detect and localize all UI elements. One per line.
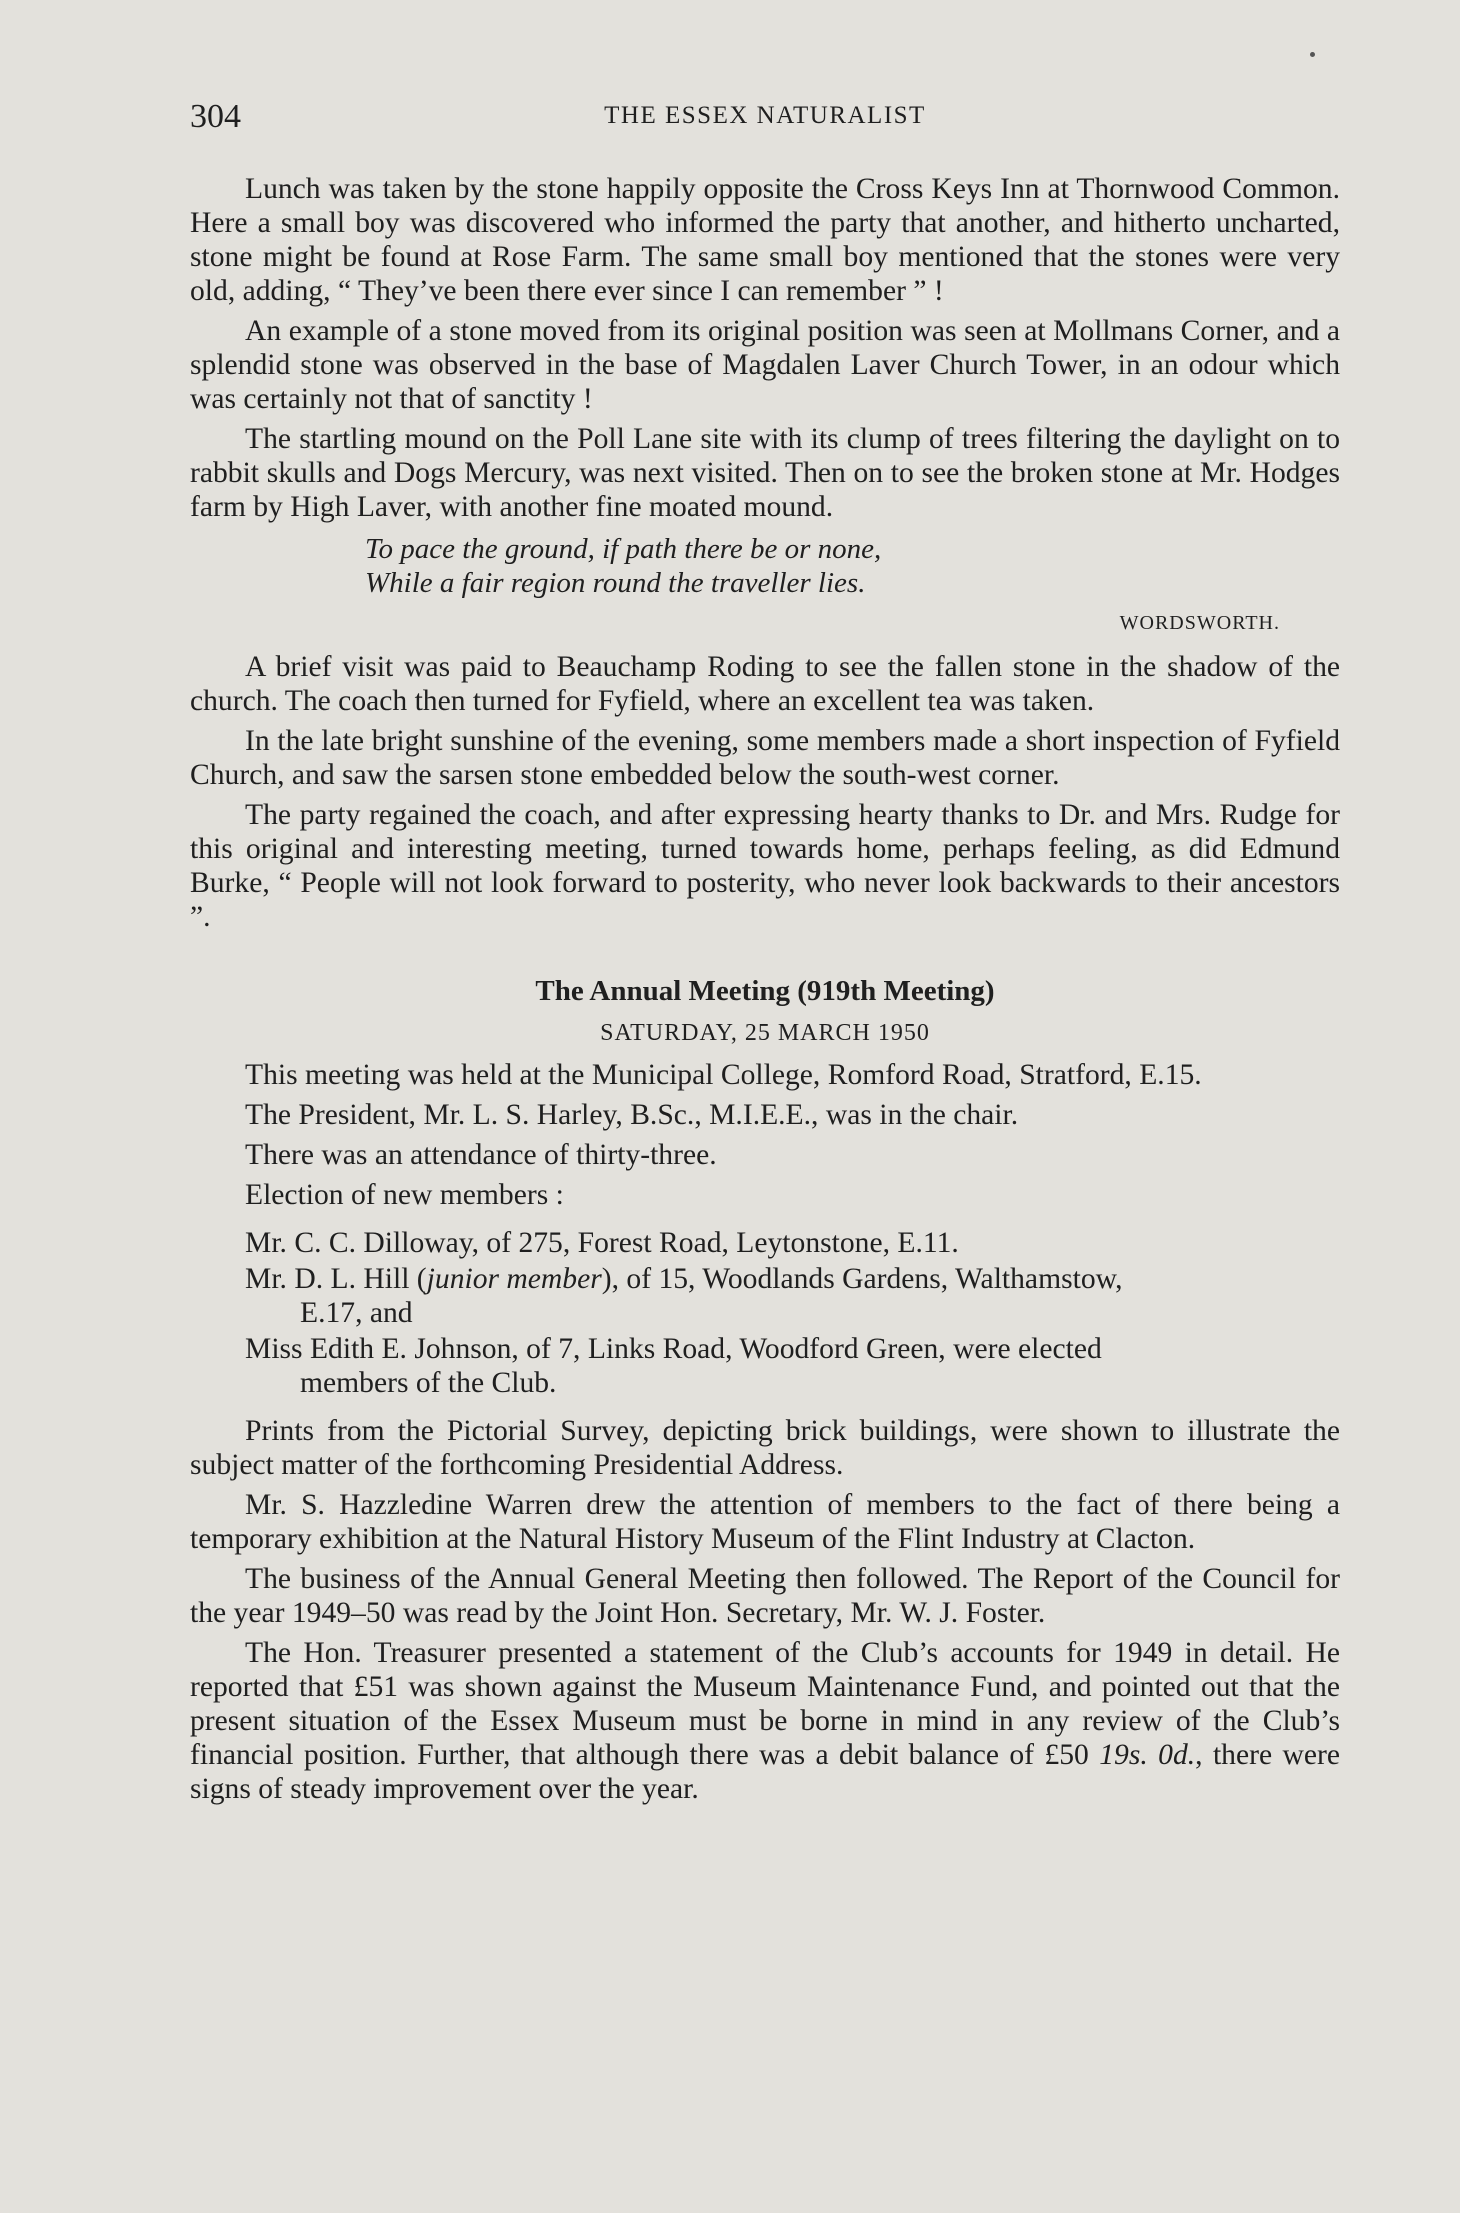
paragraph: The President, Mr. L. S. Harley, B.Sc., M.I.E.E., was in the chair. (245, 1099, 1019, 1131)
paragraph: The business of the Annual General Meeting then followed. The Report of the Council for the year 1949–50 was read by the Joint Hon. Secretary, Mr. W. J. Foster. (190, 1563, 1340, 1629)
section-date: SATURDAY, 25 MARCH 1950 (600, 1020, 930, 1046)
paragraph: There was an attendance of thirty-three. (245, 1139, 717, 1171)
paragraph: The startling mound on the Poll Lane site with its clump of trees filtering the daylight on to rabbit skulls and Dogs Mercury, was next visited. Then on to see the broken stone at Mr. Hodges farm by High Laver, with another fine moated mound. (190, 423, 1340, 523)
member-entry: ), of 15, Woodlands Gardens, Walthamstow, (601, 1263, 1123, 1295)
new-members-list (245, 1226, 1340, 1400)
paragraph: Lunch was taken by the stone happily opposite the Cross Keys Inn at Thornwood Common. Here a small boy was discovered who informed the party that another, and hitherto uncharted, stone might be found at Rose Farm. The same small boy mentioned that the stones were very old, adding, “ They’ve been there ever since I can remember ” ! (190, 173, 1340, 307)
member-note: junior member (426, 1263, 602, 1295)
paragraph: A brief visit was paid to Beauchamp Roding to see the fallen stone in the shadow of the church. The coach then turned for Fyfield, where an excellent tea was taken. (190, 651, 1340, 717)
paragraph: Mr. S. Hazzledine Warren drew the attention of members to the fact of there being a temporary exhibition at the Natural History Museum of the Flint Industry at Clacton. (190, 1489, 1340, 1555)
member-entry: Mr. C. C. Dilloway, of 275, Forest Road, Leytonstone, E.11. (245, 1227, 959, 1259)
paragraph: An example of a stone moved from its original position was seen at Mollmans Corner, and a splendid stone was observed in the base of Magdalen Laver Church Tower, in an odour which was certainly not that of sanctity ! (190, 315, 1340, 415)
page-header (190, 98, 1340, 138)
body-text (190, 172, 1340, 1812)
paragraph: This meeting was held at the Municipal College, Romford Road, Stratford, E.15. (245, 1059, 1202, 1091)
verse-attribution: WORDSWORTH. (1119, 612, 1280, 634)
paragraph-text: , there were signs of steady improvement over the year. (190, 1739, 1340, 1805)
ink-speck (1310, 52, 1315, 57)
paragraph-text (1148, 1739, 1158, 1771)
verse-line: While a fair region round the traveller lies. (365, 567, 866, 599)
list-item (245, 1226, 1340, 1260)
verse-line: To pace the ground, if path there be or none, (365, 533, 882, 565)
list-item (245, 1262, 1340, 1330)
member-entry-continuation: members of the Club. (300, 1367, 557, 1399)
verse-quotation (365, 532, 1340, 600)
paragraph: The party regained the coach, and after expressing hearty thanks to Dr. and Mrs. Rudge for this original and interesting meeting, turned towards home, perhaps feeling, as did Edmund Burke, “ People will not look forward to posterity, who never look backwards to their ancestors ”. (190, 799, 1340, 933)
paragraph: In the late bright sunshine of the evening, some members made a short inspection of Fyfield Church, and saw the sarsen stone embedded below the south-west corner. (190, 725, 1340, 791)
list-item (245, 1332, 1340, 1400)
paragraph-text: The Hon. Treasurer presented a statement of the Club’s accounts for 1949 in detail. He reported that £51 was shown against the Museum Maintenance Fund, and pointed out that the present situation of the Essex Museum must be borne in mind in any review of the Club’s financial position. Further, that although there was a debit balance of £50 (190, 1637, 1340, 1771)
currency-pence: 0d. (1158, 1739, 1196, 1771)
running-title: THE ESSEX NATURALIST (604, 102, 926, 129)
currency-shillings: 19s. (1099, 1739, 1148, 1771)
member-entry-continuation: E.17, and (300, 1297, 413, 1329)
paragraph: Election of new members : (245, 1179, 564, 1211)
section-heading: The Annual Meeting (919th Meeting) (535, 975, 995, 1007)
paragraph (190, 1636, 1340, 1806)
member-entry: Mr. D. L. Hill ( (245, 1263, 427, 1295)
paragraph: Prints from the Pictorial Survey, depicting brick buildings, were shown to illustrate the subject matter of the forthcoming Presidential Address. (190, 1415, 1340, 1481)
page-number: 304 (190, 98, 241, 135)
member-entry: Miss Edith E. Johnson, of 7, Links Road, Woodford Green, were elected (245, 1333, 1102, 1365)
